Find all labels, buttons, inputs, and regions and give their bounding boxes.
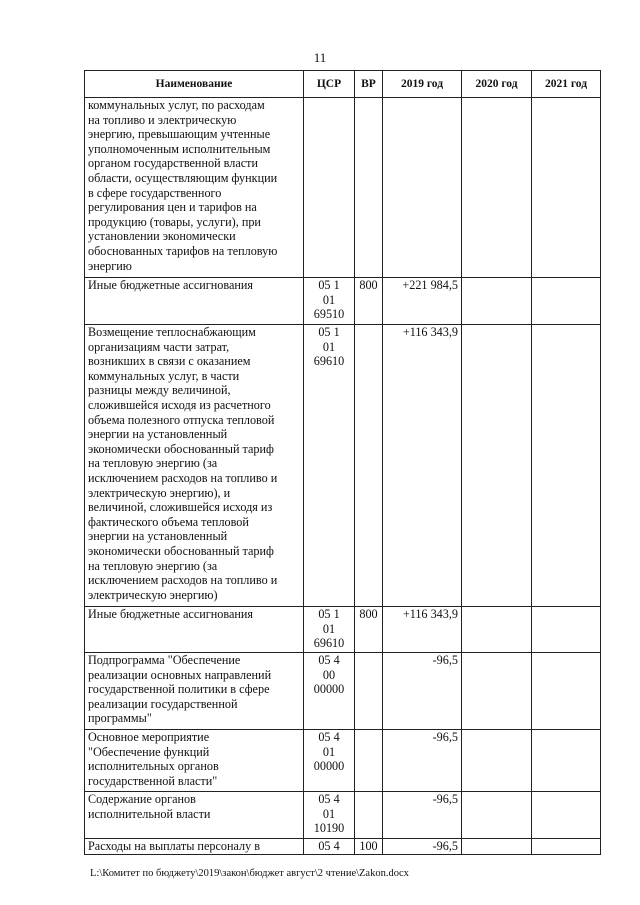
row-2019: -96,5 xyxy=(383,730,462,792)
row-2019: +116 343,9 xyxy=(383,325,462,607)
row-csr: 05 4 00 00000 xyxy=(304,653,355,730)
row-name: Иные бюджетные ассигнования xyxy=(85,278,304,325)
table-row xyxy=(85,653,601,730)
row-csr: 05 1 01 69510 xyxy=(304,278,355,325)
row-csr: 05 4 01 10190 xyxy=(304,792,355,839)
row-vr xyxy=(355,792,383,839)
table-header-row xyxy=(85,71,601,98)
row-2021 xyxy=(532,98,601,278)
row-name: Содержание органов исполнительной власти xyxy=(85,792,304,839)
row-name: Подпрограмма "Обеспечение реализации основных направлений государственной политики в сфере реализации государственной программы" xyxy=(85,653,304,730)
header-2019: 2019 год xyxy=(383,71,462,98)
row-2020 xyxy=(462,98,532,278)
row-2019: -96,5 xyxy=(383,839,462,855)
table-row xyxy=(85,325,601,607)
budget-table xyxy=(84,70,601,855)
row-csr: 05 1 01 69610 xyxy=(304,607,355,653)
table-row xyxy=(85,792,601,839)
row-name: Расходы на выплаты персоналу в xyxy=(85,839,304,855)
row-2021 xyxy=(532,653,601,730)
row-2021 xyxy=(532,325,601,607)
row-vr xyxy=(355,98,383,278)
row-2020 xyxy=(462,325,532,607)
row-2019 xyxy=(383,98,462,278)
row-2020 xyxy=(462,792,532,839)
table-row xyxy=(85,839,601,855)
row-name: Основное мероприятие "Обеспечение функций исполнительных органов государственной власти" xyxy=(85,730,304,792)
page-number: 11 xyxy=(313,50,327,65)
row-2019: -96,5 xyxy=(383,653,462,730)
row-2021 xyxy=(532,278,601,325)
row-name: коммунальных услуг, по расходам на топливо и электрическую энергию, превышающим учтенные уполномоченным исполнительным органом государственной власти области, осуществляющим функции в сфере государственного регулирования цен и тарифов на продукцию (товары, услуги), при установлении экономически обоснованных тарифов на тепловую энергию xyxy=(85,98,304,278)
row-2020 xyxy=(462,653,532,730)
row-vr xyxy=(355,730,383,792)
row-csr: 05 4 xyxy=(304,839,355,855)
row-2021 xyxy=(532,730,601,792)
row-2019: +116 343,9 xyxy=(383,607,462,653)
row-vr xyxy=(355,325,383,607)
header-vr: ВР xyxy=(355,71,383,98)
row-csr: 05 4 01 00000 xyxy=(304,730,355,792)
table-row xyxy=(85,278,601,325)
row-vr xyxy=(355,653,383,730)
row-2019: +221 984,5 xyxy=(383,278,462,325)
row-2021 xyxy=(532,839,601,855)
row-vr: 800 xyxy=(355,607,383,653)
row-2019: -96,5 xyxy=(383,792,462,839)
row-vr: 800 xyxy=(355,278,383,325)
row-2021 xyxy=(532,607,601,653)
row-csr xyxy=(304,98,355,278)
row-name: Иные бюджетные ассигнования xyxy=(85,607,304,653)
row-2020 xyxy=(462,730,532,792)
header-2020: 2020 год xyxy=(462,71,532,98)
row-2020 xyxy=(462,839,532,855)
header-csr: ЦСР xyxy=(304,71,355,98)
row-2020 xyxy=(462,607,532,653)
row-name: Возмещение теплоснабжающим организациям части затрат, возникших в связи с оказанием коммунальных услуг, в части разницы между величиной, сложившейся исходя из расчетного объема полезного отпуска тепловой энергии на установленный экономически обоснованный тариф на тепловую энергию (за исключением расходов на топливо и электрическую энергию), и величиной, сложившейся исходя из фактического объема тепловой энергии на установленный экономически обоснованный тариф на тепловую энергию (за исключением расходов на топливо и электрическую энергию) xyxy=(85,325,304,607)
header-2021: 2021 год xyxy=(532,71,601,98)
table-row xyxy=(85,607,601,653)
row-2021 xyxy=(532,792,601,839)
row-csr: 05 1 01 69610 xyxy=(304,325,355,607)
row-vr: 100 xyxy=(355,839,383,855)
header-name: Наименование xyxy=(85,71,304,98)
footer-file-path: L:\Комитет по бюджету\2019\закон\бюджет август\2 чтение\Zakon.docx xyxy=(90,868,409,879)
table-row xyxy=(85,98,601,278)
table-row xyxy=(85,730,601,792)
row-2020 xyxy=(462,278,532,325)
